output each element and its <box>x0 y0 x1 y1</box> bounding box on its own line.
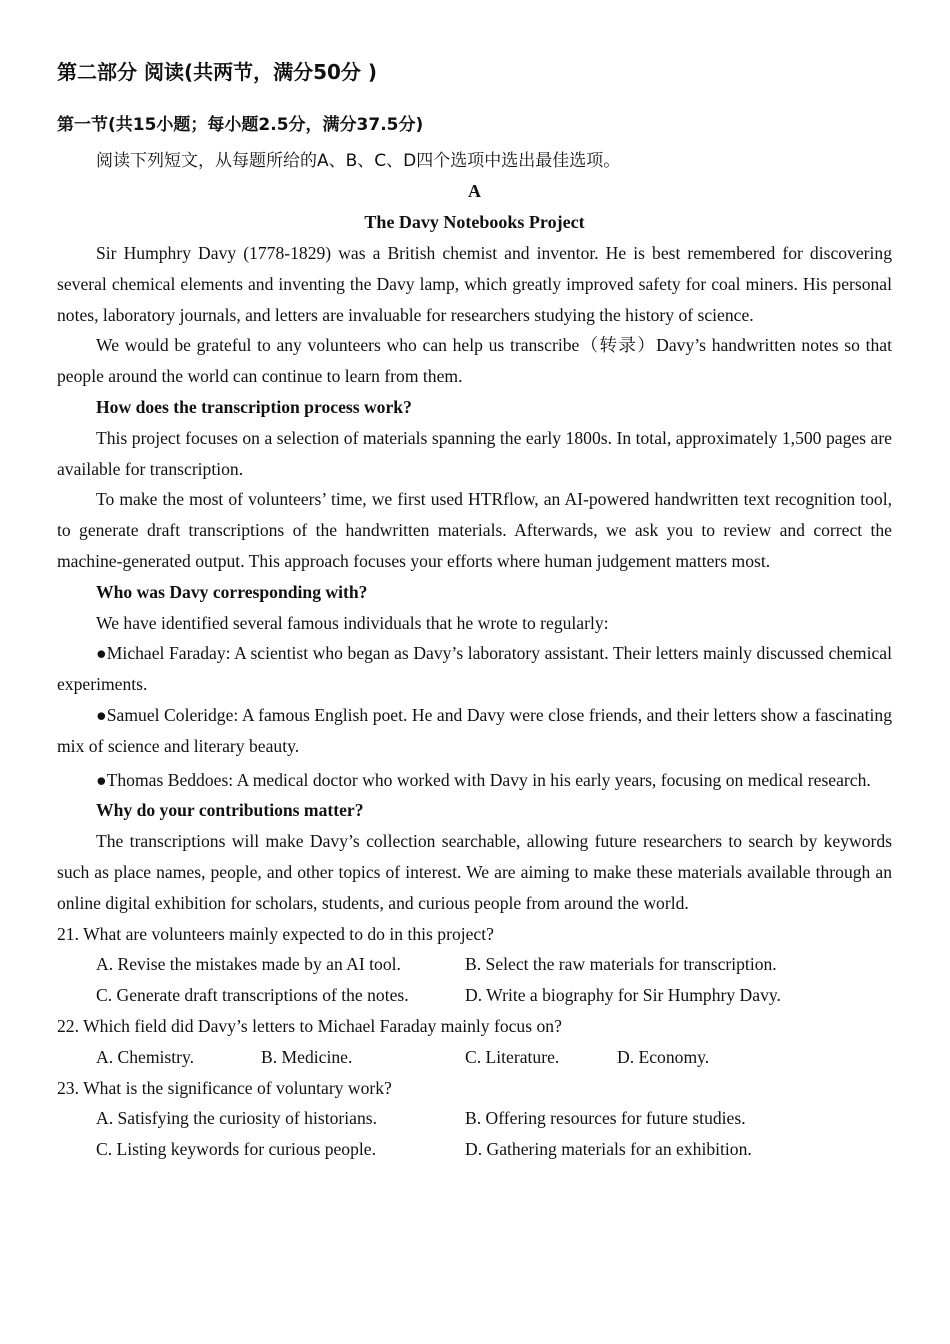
options-row <box>57 1042 892 1073</box>
question-22: 22. Which field did Davy’s letters to Michael Faraday mainly focus on? <box>57 1015 562 1036</box>
option-21-a[interactable]: A. Revise the mistakes made by an AI tool. <box>96 954 401 975</box>
passage-body <box>57 238 892 1165</box>
option-23-a[interactable]: A. Satisfying the curiosity of historians. <box>96 1108 377 1129</box>
option-22-a[interactable]: A. Chemistry. <box>96 1046 195 1067</box>
paragraph-contributions: The transcriptions will make Davy’s collection searchable, allowing future researchers to search by keywords such as place names, people, and other topics of interest. We are aiming to make these materials available through an online digital exhibition for scholars, students, and curious people from around the world. <box>57 831 892 913</box>
question-23: 23. What is the significance of voluntary work? <box>57 1077 392 1098</box>
options-row <box>57 949 892 980</box>
paragraph-htrflow: To make the most of volunteers’ time, we first used HTRflow, an AI-powered handwritten text recognition tool, to generate draft transcriptions of the handwritten materials. Afterwards, we ask you to review and correct the machine-generated output. This approach focuses your efforts where human judgement matters most. <box>57 489 892 571</box>
paragraph-individuals: We have identified several famous individuals that he wrote to regularly: <box>96 612 609 633</box>
options-row <box>57 1134 892 1165</box>
option-23-d[interactable]: D. Gathering materials for an exhibition. <box>465 1139 752 1160</box>
option-21-d[interactable]: D. Write a biography for Sir Humphry Davy. <box>465 985 781 1006</box>
question-21: 21. What are volunteers mainly expected to do in this project? <box>57 923 494 944</box>
bullet-beddoes: ●Thomas Beddoes: A medical doctor who worked with Davy in his early years, focusing on medical research. <box>96 769 871 790</box>
section-heading: 第一节(共15小题；每小题2.5分，满分37.5分) <box>57 115 424 135</box>
options-row <box>57 980 892 1011</box>
paragraph-intro: Sir Humphry Davy (1778-1829) was a British chemist and inventor. He is best remembered for discovering several chemical elements and inventing the Davy lamp, which greatly improved safety for coal miners. His personal notes, laboratory journals, and letters are invaluable for researchers studying the history of science. <box>57 243 892 325</box>
passage-title: The Davy Notebooks Project <box>364 212 585 232</box>
instructions: 阅读下列短文，从每题所给的A、B、C、D四个选项中选出最佳选项。 <box>96 151 621 171</box>
option-23-c[interactable]: C. Listing keywords for curious people. <box>96 1139 376 1160</box>
option-23-b[interactable]: B. Offering resources for future studies. <box>465 1108 746 1129</box>
subheading-process: How does the transcription process work? <box>96 396 412 417</box>
paragraph-materials: This project focuses on a selection of materials spanning the early 1800s. In total, approximately 1,500 pages are available for transcription. <box>57 427 892 479</box>
paragraph-volunteers: We would be grateful to any volunteers who can help us transcribe（转录）Davy’s handwritten notes so that people around the world can continue to learn from them. <box>57 335 892 387</box>
option-21-b[interactable]: B. Select the raw materials for transcription. <box>465 954 777 975</box>
passage-letter: A <box>468 181 481 201</box>
option-22-c[interactable]: C. Literature. <box>465 1046 560 1067</box>
bullet-coleridge: ●Samuel Coleridge: A famous English poet. He and Davy were close friends, and their letters show a fascinating mix of science and literary beauty. <box>57 704 892 756</box>
part-heading: 第二部分 阅读(共两节，满分50分 ) <box>57 60 378 84</box>
options-row <box>57 1103 892 1134</box>
subheading-correspondents: Who was Davy corresponding with? <box>96 581 368 602</box>
subheading-contributions: Why do your contributions matter? <box>96 800 364 821</box>
option-22-d[interactable]: D. Economy. <box>617 1046 710 1067</box>
option-22-b[interactable]: B. Medicine. <box>261 1046 353 1067</box>
bullet-faraday: ●Michael Faraday: A scientist who began as Davy’s laboratory assistant. Their letters mainly discussed chemical experiments. <box>57 643 892 695</box>
option-21-c[interactable]: C. Generate draft transcriptions of the notes. <box>96 985 409 1006</box>
